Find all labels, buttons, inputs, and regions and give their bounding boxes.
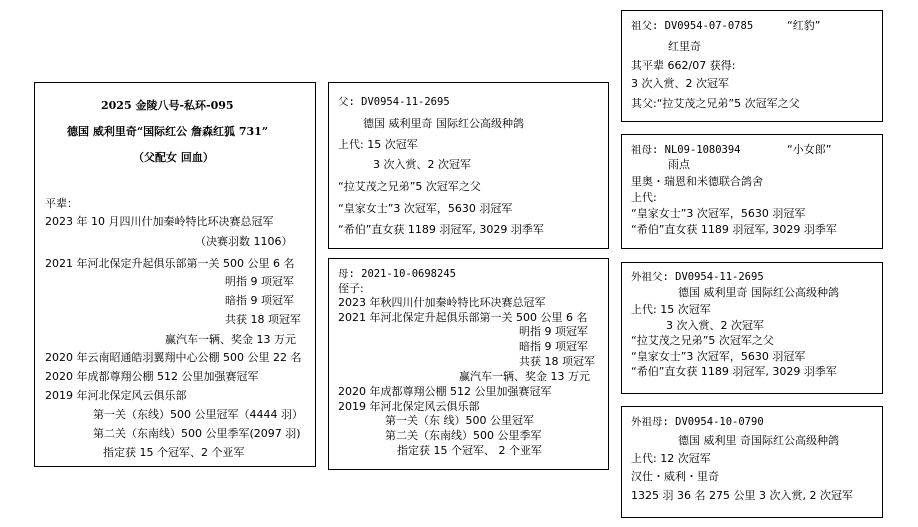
mgm-record: 1325 羽 36 名 275 公里 3 次入赏, 2 次冠军 [631,489,853,502]
mother-record: 2021 年河北保定升起俱乐部第一关 500 公里 6 名 [338,311,588,324]
paternal-grandmother-card [621,134,883,249]
achievement-line: 赢汽车一辆、奖金 13 万元 [165,333,296,346]
mother-record: 明指 9 项冠军 [519,325,588,338]
mother-record: 共获 18 项冠军 [519,355,595,368]
pgm-nickname: “小女郎” [787,143,832,156]
mgf-record: 3 次入赏、2 次冠军 [666,319,764,332]
mother-record: 2023 年秋四川什加秦岭特比环决赛总冠军 [338,296,546,309]
mgm-name: 德国 威利里 奇国际红公高级种鸽 [678,434,839,447]
achievement-line: 2020 年云南昭通皓羽翼翔中心公棚 500 公里 22 名 [45,351,302,364]
maternal-grandmother-card [621,406,883,518]
pgf-name: 红里奇 [668,40,701,53]
father-record: “希伯”直女获 1189 羽冠军, 3029 羽季军 [338,223,544,236]
father-record: 3 次入赏、2 次冠军 [373,158,471,171]
maternal-grandfather-card [621,262,883,394]
mother-relation-heading: 侄子: [338,282,364,295]
pgf-ring: 祖父: DV0954-07-0785 [631,20,754,32]
pgm-record: “希伯”直女获 1189 羽冠军, 3029 羽季军 [631,223,837,236]
pgm-name: 雨点 [668,158,690,171]
mother-record: 2020 年成都尊翔公棚 512 公里加强赛冠军 [338,385,552,398]
mother-ring: 母: 2021-10-0698245 [338,268,456,280]
mother-record: 2019 年河北保定风云俱乐部 [338,400,480,413]
subject-name: 德国 威利里奇“国际红公 詹森红狐 731” [67,125,269,138]
achievement-line: 2019 年河北保定风云俱乐部 [45,389,187,402]
achievement-line: 第一关（东线）500 公里冠军（4444 羽） [93,408,303,421]
achievement-line: 2021 年河北保定升起俱乐部第一关 500 公里 6 名 [45,257,295,270]
mother-record: 第二关（东南线）500 公里季军 [385,429,542,442]
father-record: “拉艾茂之兄弟”5 次冠军之父 [338,180,481,193]
achievement-line: 共获 18 项冠军 [225,313,301,326]
father-ring: 父: DV0954-11-2695 [338,96,450,108]
mgf-record: “希伯”直女获 1189 羽冠军, 3029 羽季军 [631,365,837,378]
pgf-record: 其平辈 662/07 获得: [631,59,736,72]
father-record: “皇家女士”3 次冠军，5630 羽冠军 [338,202,513,215]
achievement-line: 2020 年成都尊翔公棚 512 公里加强赛冠军 [45,370,259,383]
pgm-record: 上代: [631,191,657,204]
mother-record: 第一关（东 线）500 公里冠军 [385,414,534,427]
pgf-record: 3 次入赏、2 次冠军 [631,77,729,90]
siblings-heading: 平辈： [45,197,78,210]
achievement-line: 明指 9 项冠军 [225,275,294,288]
mgm-record: 汉仕・威利・里奇 [631,470,719,483]
mgf-record: “皇家女士”3 次冠军，5630 羽冠军 [631,350,806,363]
mother-record: 暗指 9 项冠军 [519,340,588,353]
pgm-record: 里奥・瑞恩和米德联合鸽舍 [631,175,763,188]
mgf-record: 上代: 15 次冠军 [631,303,711,316]
pgm-ring: 祖母: NL09-1080394 [631,144,741,156]
mgf-ring: 外祖父: DV0954-11-2695 [631,271,764,283]
mother-card [328,258,609,470]
father-name: 德国 威利里奇 国际红公高级种鸽 [363,117,524,130]
achievement-line: 暗指 9 项冠军 [225,294,294,307]
subject-ring-title: 2025 金陵八号-私环-095 [101,99,234,112]
achievement-line: （决赛羽数 1106） [195,235,293,248]
achievement-line: 2023 年 10 月四川什加秦岭特比环决赛总冠军 [45,215,274,228]
mother-record: 指定获 15 个冠军、 2 个亚军 [397,444,542,457]
pgf-nickname: “红豹” [787,19,821,32]
subject-card [34,82,316,467]
mgf-record: “拉艾茂之兄弟”5 次冠军之父 [631,334,774,347]
pgm-record: “皇家女士”3 次冠军，5630 羽冠军 [631,207,806,220]
pgf-record: 其父:“拉艾茂之兄弟”5 次冠军之父 [631,97,800,110]
father-record: 上代: 15 次冠军 [338,138,418,151]
mother-record: 赢汽车一辆、奖金 13 万元 [459,370,590,383]
achievement-line: 第二关（东南线）500 公里季军(2097 羽) [93,427,301,440]
achievement-line: 指定获 15 个冠军、2 个亚军 [103,446,245,459]
mgm-ring: 外祖母: DV0954-10-0790 [631,416,764,428]
father-card [328,82,609,249]
mgm-record: 上代: 12 次冠军 [631,452,711,465]
subject-pairing: （父配女 回血） [133,151,214,164]
paternal-grandfather-card [621,10,883,122]
mgf-name: 德国 威利里奇 国际红公高级种鸽 [678,286,839,299]
